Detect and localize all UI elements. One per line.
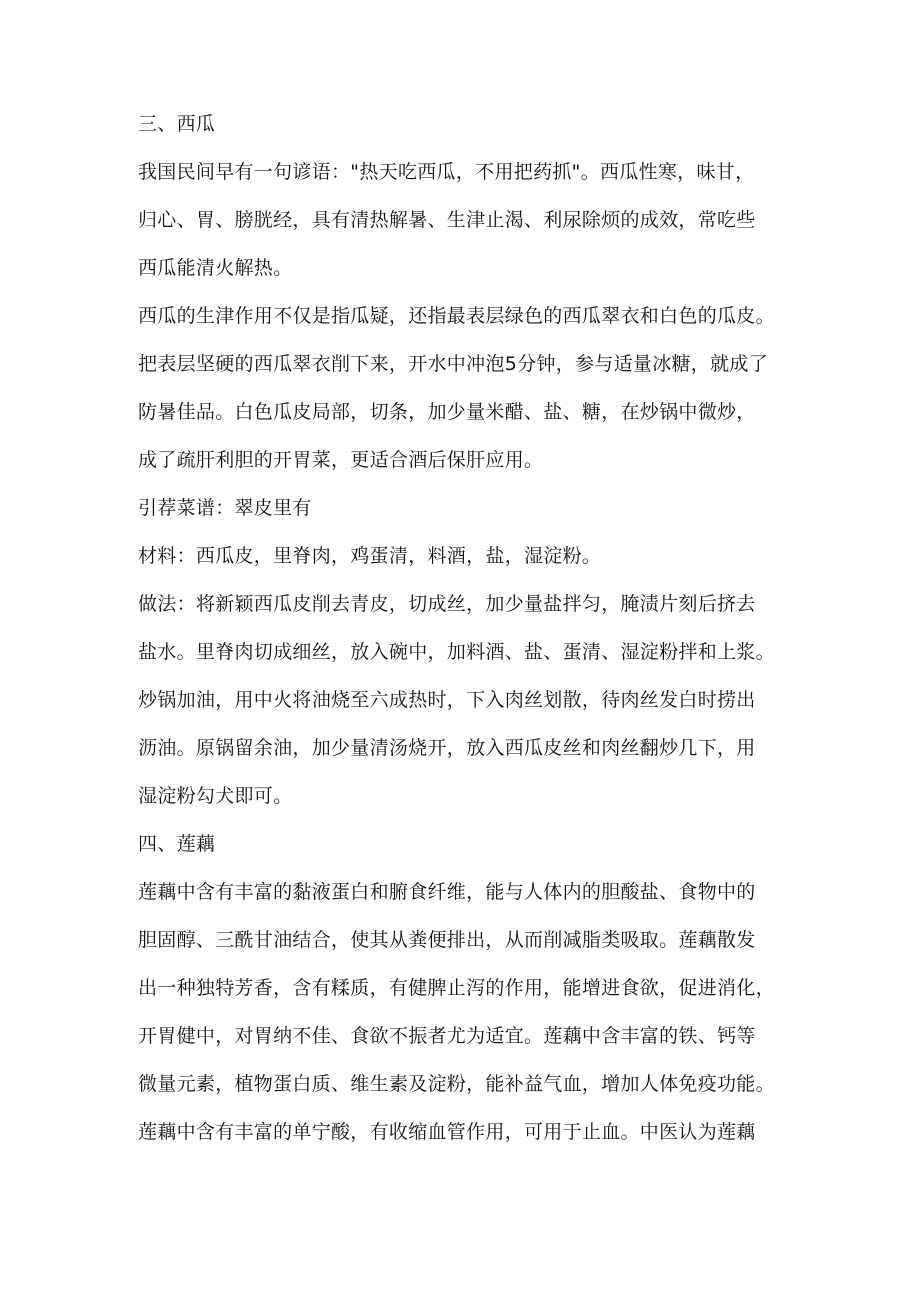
recipe-method-line: 沥油。原锅留余油，加少量清汤烧开，放入西瓜皮丝和肉丝翻炒几下，用 <box>138 737 756 759</box>
text-line: 归心、胃、膀胱经，具有清热解暑、生津止渴、利尿除烦的成效，常吃些 <box>138 209 756 231</box>
text-line: 微量元素，植物蛋白质、维生素及淀粉，能补益气血，增加人体免疫功能。 <box>138 1073 775 1095</box>
text-line: 西瓜能清火解热。 <box>138 257 293 279</box>
text-line: 我国民间早有一句谚语："热天吃西瓜，不用把药抓"。西瓜性寒，味甘， <box>138 161 755 183</box>
text-line: 胆固醇、三酰甘油结合，使其从粪便排出，从而削减脂类吸取。莲藕散发 <box>138 929 756 951</box>
text-line: 莲藕中含有丰富的黏液蛋白和腑食纤维，能与人体内的胆酸盐、食物中的 <box>138 881 756 903</box>
text-line: 西瓜的生津作用不仅是指瓜疑，还指最表层绿色的西瓜翠衣和白色的瓜皮。 <box>138 305 775 327</box>
section-heading-lotus-root: 四、莲藕 <box>138 833 216 855</box>
text-line: 把表层坚硬的西瓜翠衣削下来，开水中冲泡5分钟，参与适量冰糖，就成了 <box>138 353 768 375</box>
recipe-method-line: 盐水。里脊肉切成细丝，放入碗中，加料酒、盐、蛋清、湿淀粉拌和上浆。 <box>138 641 775 663</box>
recipe-method-line: 湿淀粉勾犬即可。 <box>138 785 293 807</box>
recipe-method-line: 做法：将新颖西瓜皮削去青皮，切成丝，加少量盐拌匀，腌渍片刻后挤去 <box>138 593 756 615</box>
text-line: 出一种独特芳香，含有糅质，有健脾止泻的作用，能增进食欲，促进消化， <box>138 977 775 999</box>
text-line: 开胃健中，对胃纳不佳、食欲不振者尤为适宜。莲藕中含丰富的铁、钙等 <box>138 1025 756 1047</box>
document-body <box>138 112 810 1168</box>
section-heading-watermelon: 三、西瓜 <box>138 113 216 135</box>
recipe-method-line: 炒锅加油，用中火将油烧至六成热时，下入肉丝划散，待肉丝发白时捞出 <box>138 689 756 711</box>
text-line: 防暑佳品。白色瓜皮局部，切条，加少量米醋、盐、糖，在炒锅中微炒， <box>138 401 756 423</box>
text-line: 成了疏肝利胆的开胃菜，更适合酒后保肝应用。 <box>138 449 544 471</box>
recipe-title: 引荐菜谱：翠皮里有 <box>138 497 312 519</box>
text-line: 莲藕中含有丰富的单宁酸，有收缩血管作用，可用于止血。中医认为莲藕 <box>138 1121 756 1143</box>
recipe-ingredients: 材料：西瓜皮，里脊肉，鸡蛋清，料酒，盐，湿淀粉。 <box>138 545 602 567</box>
